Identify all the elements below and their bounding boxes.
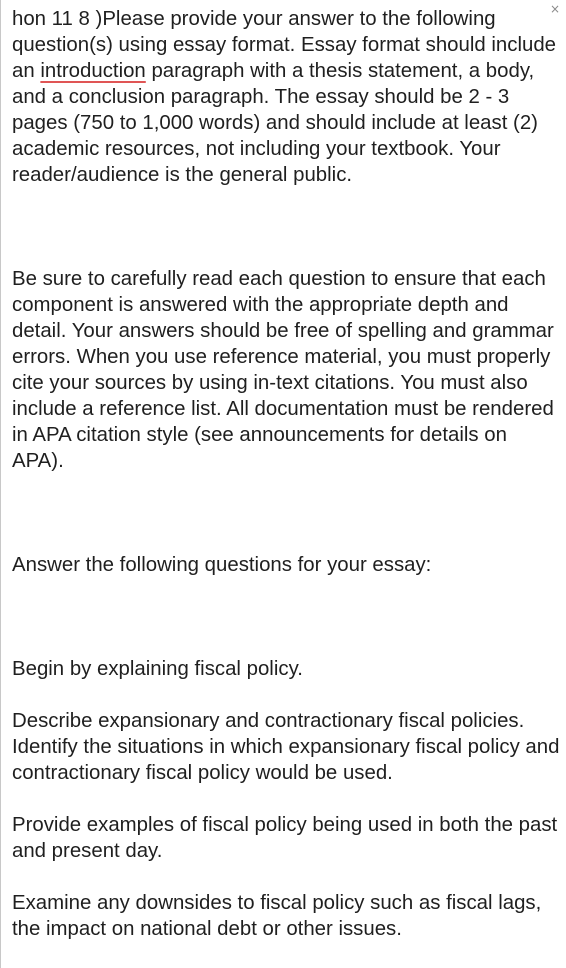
question-item: Provide examples of fiscal policy being used in both the past and present day.	[12, 814, 558, 862]
blank-line	[12, 604, 560, 630]
editor-content[interactable]	[12, 6, 560, 942]
blank-line	[12, 214, 560, 240]
blank-line	[12, 682, 560, 708]
citation-requirements-paragraph: Be sure to carefully read each question to ensure that each component is answered with the appropriate depth and detail. Your answers should be free of spelling and grammar errors. When you use reference material, you must properly cite your sources by using in-text citations. You must also include a reference list. All documentation must be rendered in APA citation style (see announcements for details on APA).	[12, 268, 554, 472]
blank-line	[12, 526, 560, 552]
blank-line	[12, 240, 560, 266]
blank-line	[12, 500, 560, 526]
instructions-paragraph	[12, 6, 560, 188]
instructions-text-before: hon 11 8 )Please provide your answer to the following question(s) using essay format. Essay format should include an	[12, 8, 557, 82]
blank-line	[12, 786, 560, 812]
blank-line	[12, 188, 560, 214]
blank-line	[12, 474, 560, 500]
question-item: Begin by explaining fiscal policy.	[12, 658, 303, 680]
question-item: Describe expansionary and contractionary fiscal policies. Identify the situations in which expansionary fiscal policy and contractionary fiscal policy would be used.	[12, 710, 560, 784]
spellcheck-flagged-word[interactable]: introduction	[40, 60, 146, 82]
instructions-text-after: paragraph with a thesis statement, a body, and a conclusion paragraph. The essay should be 2 - 3 pages (750 to 1,000 words) and should include at least (2) academic resources, not including your textbook. Your reader/audience is the general public.	[12, 60, 538, 186]
blank-line	[12, 864, 560, 890]
blank-line	[12, 578, 560, 604]
questions-intro: Answer the following questions for your essay:	[12, 554, 432, 576]
blank-line	[12, 630, 560, 656]
question-item: Examine any downsides to fiscal policy such as fiscal lags, the impact on national debt or other issues.	[12, 892, 542, 940]
close-icon[interactable]: ×	[549, 2, 561, 16]
